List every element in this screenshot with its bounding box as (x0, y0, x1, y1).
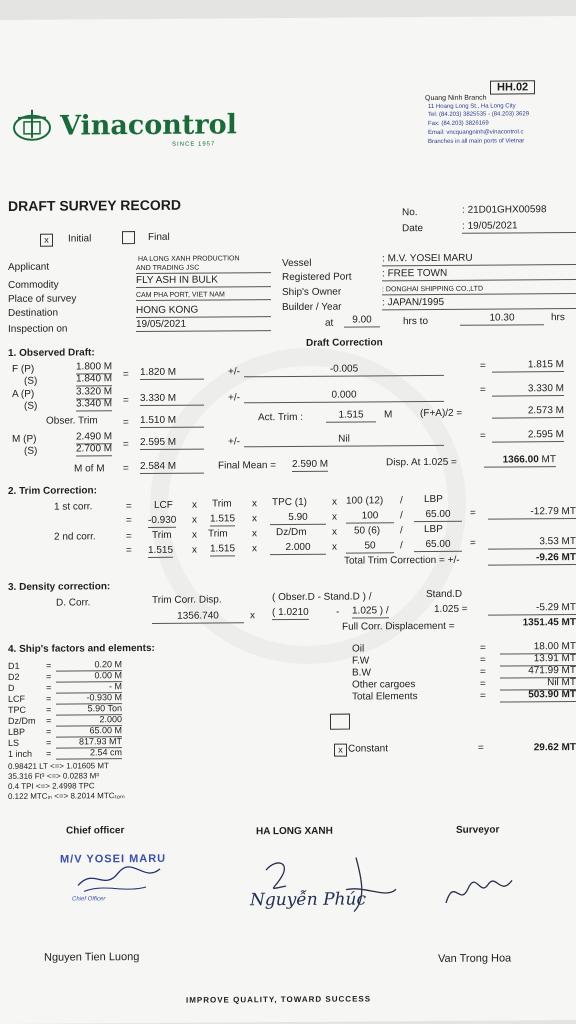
formula-term: Trim (152, 529, 172, 541)
minus-op: - (336, 606, 340, 618)
formula-op: x (192, 529, 197, 541)
no-label: No. (402, 207, 418, 219)
constant-label: Constant (348, 743, 389, 755)
formula-op: x (192, 499, 197, 511)
fa2-value: 2.573 M (492, 405, 564, 419)
trim-disp-value: 1356.740 (152, 610, 244, 624)
builder-value: : JAPAN/1995 (382, 296, 576, 310)
formula-op: x (192, 544, 197, 556)
ap-label: A (P) (12, 388, 35, 400)
formula-op: x (252, 543, 257, 555)
applicant-line-2: AND TRADING JSC (136, 263, 271, 274)
stand-d: 1.025 ) / (352, 605, 389, 617)
formula-term: TPC (1) (272, 496, 307, 509)
fs-value: 1.840 M (76, 373, 113, 385)
ha-long-xanh-label: HA LONG XANH (256, 825, 333, 838)
eq: = (123, 395, 129, 407)
factor-label: LCF (8, 693, 26, 704)
mp-label: M (P) (12, 433, 37, 445)
factor-label: LS (8, 737, 20, 748)
applicant-label: Applicant (8, 261, 50, 273)
factor-eq: = (46, 671, 52, 682)
eq: = (126, 545, 132, 557)
formula-op: / (400, 540, 403, 552)
formula-value: 2.000 (270, 542, 326, 555)
port-value: : FREE TOWN (382, 267, 576, 281)
section-density: 3. Density correction: (8, 581, 111, 593)
factor-eq: = (46, 693, 52, 704)
f-final: 1.815 M (492, 359, 564, 373)
date-label: Date (402, 223, 424, 235)
applicant-line-1: HA LONG XANH PRODUCTION (138, 255, 240, 264)
chief-officer-label: Chief officer (66, 825, 125, 837)
factor-value: 817.93 MT (56, 735, 122, 748)
a-correction: 0.000 (244, 389, 444, 403)
footer-slogan: IMPROVE QUALITY, TOWARD SUCCESS (186, 994, 372, 1005)
element-eq: = (480, 678, 486, 690)
factor-label: 1 inch (8, 748, 33, 759)
eq: = (126, 501, 132, 513)
factor-label: D2 (8, 671, 20, 682)
factor-eq: = (46, 682, 52, 693)
place-label: Place of survey (8, 293, 77, 305)
logo-name: Vinacontrol (60, 109, 237, 142)
m-mean: 2.595 M (140, 437, 204, 450)
element-label: Total Elements (352, 691, 418, 703)
a-final: 3.330 M (492, 383, 564, 397)
conversion-line: 0.122 MTCᵢₙ <=> 8.2014 MTCₜₒₘ (8, 791, 125, 801)
factor-value: - M (56, 680, 122, 693)
factor-value: 2.54 cm (56, 746, 122, 759)
chief-signature-icon (74, 863, 164, 896)
eq: = (470, 507, 476, 519)
factor-label: Dz/Dm (8, 715, 36, 726)
formula-term: Dz/Dm (276, 526, 307, 539)
vinacontrol-logo-icon (8, 106, 56, 142)
branch-fax: Fax: (84.203) 3826169 (428, 120, 489, 128)
factor-value: -0.930 M (56, 691, 122, 704)
survey-document (0, 16, 576, 1024)
element-value: 13.91 MT (500, 653, 576, 667)
factor-eq: = (46, 715, 52, 726)
formula-op: x (332, 496, 337, 508)
port-label: Registered Port (282, 271, 352, 284)
formula-value: -0.930 (148, 514, 177, 526)
total-trim-label: Total Trim Correction = +/- (344, 554, 460, 567)
mofm-label: M of M (74, 463, 105, 475)
at-label: at (325, 317, 334, 329)
obser-stand-label: ( Obser.D - Stand.D ) / (272, 591, 372, 604)
fp-value: 1.800 M (76, 361, 113, 373)
formula-op: / (400, 525, 403, 537)
formula-term: 100 (12) (346, 495, 384, 507)
branch-name: Quang Ninh Branch (425, 94, 487, 103)
f-mean: 1.820 M (140, 367, 204, 380)
disp-label: Disp. At 1.025 = (386, 456, 457, 469)
eq: = (470, 537, 476, 549)
blank-checkbox[interactable] (330, 714, 350, 730)
eq: = (478, 742, 484, 754)
section-trim-correction: 2. Trim Correction: (8, 485, 97, 497)
obs-trim: 1.510 M (140, 415, 204, 428)
ms-label: (S) (24, 445, 38, 457)
hrs-label: hrs (551, 312, 565, 324)
obser-d: ( 1.0210 (272, 606, 309, 619)
formula-term: LBP (424, 493, 443, 506)
conversion-line: 0.4 TPI <=> 2.4998 TPC (8, 781, 95, 791)
date-value: : 19/05/2021 (462, 220, 576, 234)
act-trim-label: Act. Trim : (258, 411, 303, 424)
vessel-value: : M.V. YOSEI MARU (382, 252, 576, 266)
inspection-value: 19/05/2021 (136, 318, 271, 332)
element-eq: = (480, 642, 486, 654)
formula-op: x (252, 528, 257, 540)
owner-label: Ship's Owner (282, 286, 342, 299)
final-mean: 2.590 M (292, 458, 329, 470)
act-trim-unit: M (384, 409, 393, 421)
ap-value: 3.320 M (76, 386, 113, 398)
branch-tel: Tel: (84.203) 3825535 - (84.203) 3629 (428, 111, 530, 119)
builder-label: Builder / Year (282, 301, 342, 314)
density-result: -5.29 MT (488, 602, 576, 616)
initial-checkbox[interactable]: x (40, 234, 53, 247)
act-trim: 1.515 (326, 409, 376, 422)
element-value: 503.90 MT (500, 689, 576, 703)
pm: +/- (228, 366, 240, 378)
total-trim-value: -9.26 MT (488, 552, 576, 566)
branch-note: Branches in all main ports of Vietnar (428, 138, 525, 146)
formula-value: 1.515 (148, 544, 174, 556)
m-final: 2.595 M (492, 429, 564, 443)
factor-eq: = (46, 726, 52, 737)
formula-op: x (332, 511, 337, 523)
disp-value: 1366.00 MT (484, 454, 556, 468)
formula-op: x (192, 514, 197, 526)
factor-label: D1 (8, 660, 20, 671)
eq: = (123, 417, 129, 429)
fa2-label: (F+A)/2 = (420, 407, 463, 420)
factor-label: LBP (8, 726, 26, 737)
a-mean: 3.330 M (140, 393, 204, 406)
formula-op: / (400, 510, 403, 522)
commodity-label: Commodity (8, 279, 59, 291)
formula-value: 100 (346, 510, 394, 523)
branch-address: 11 Hoang Long St., Ha Long City (428, 103, 516, 111)
commodity-value: FLY ASH IN BULK (136, 274, 271, 288)
constant-value: 29.62 MT (533, 741, 576, 754)
stand-label: Stand.D (426, 588, 463, 601)
first-corr-result: -12.79 MT (488, 506, 576, 520)
eq: = (480, 384, 486, 396)
factor-value: 2.000 (56, 713, 122, 726)
eq: = (480, 360, 486, 372)
eq: = (126, 515, 132, 527)
formula-value: 1.515 (210, 543, 236, 555)
destination-label: Destination (8, 307, 59, 319)
constant-checkbox[interactable]: x (334, 744, 347, 757)
formula-term: Trim (212, 498, 232, 510)
doc-ref: HH.02 (490, 80, 535, 94)
element-label: F.W (352, 655, 370, 667)
vessel-stamp (54, 849, 214, 910)
vessel-label: Vessel (282, 257, 312, 270)
destination-value: HONG KONG (136, 304, 271, 318)
element-label: Oil (352, 643, 365, 655)
full-corr-value: 1351.45 MT (522, 616, 576, 629)
final-mean-label: Final Mean = (218, 460, 277, 472)
eq: = (123, 439, 129, 451)
factor-value: 0.00 M (56, 669, 122, 682)
formula-op: x (332, 541, 337, 553)
formula-op: x (332, 526, 337, 538)
formula-op: / (400, 495, 403, 507)
first-corr-label: 1 st corr. (54, 501, 93, 513)
factor-eq: = (46, 704, 52, 715)
section-ships-factors: 4. Ship's factors and elements: (8, 642, 155, 655)
conversion-line: 0.98421 LT <=> 1.01605 MT (8, 761, 109, 771)
initial-label: Initial (68, 233, 92, 245)
eq: = (123, 369, 129, 381)
eq: = (126, 531, 132, 543)
factor-eq: = (46, 748, 52, 759)
element-label: B.W (352, 667, 371, 679)
formula-op: x (252, 498, 257, 510)
formula-value: 50 (346, 540, 394, 553)
surveyor-label: Surveyor (456, 824, 500, 836)
factor-eq: = (46, 737, 52, 748)
second-corr-result: 3.53 MT (488, 536, 576, 550)
m-correction: Nil (244, 433, 444, 447)
place-value: CAM PHA PORT, VIET NAM (136, 290, 271, 301)
final-label: Final (148, 231, 170, 243)
element-value: Nil MT (500, 677, 576, 691)
factor-label: TPC (8, 704, 26, 715)
factor-label: D (8, 682, 15, 693)
mp-value: 2.490 M (76, 431, 113, 443)
pm: +/- (228, 392, 240, 404)
formula-value: 5.90 (270, 512, 326, 525)
stand-d-2: 1.025 = (434, 603, 468, 615)
formula-op: x (250, 610, 255, 622)
element-value: 18.00 MT (500, 641, 576, 655)
section-observed-draft: 1. Observed Draft: (8, 347, 95, 359)
factor-eq: = (46, 660, 52, 671)
element-eq: = (480, 654, 486, 666)
page-title: DRAFT SURVEY RECORD (8, 196, 181, 214)
element-label: Other cargoes (352, 679, 416, 691)
draft-correction-heading: Draft Correction (306, 337, 383, 349)
formula-value: 65.00 (414, 539, 462, 552)
start-time: 9.00 (344, 314, 380, 327)
as-value: 3.340 M (76, 398, 113, 410)
branch-email: Email: vncquangninh@vinacontrol.c (428, 129, 524, 137)
obs-trim-label: Obser. Trim (46, 415, 98, 427)
eq: = (123, 463, 129, 475)
ha-long-xanh-signature-text: Nguyễn Phúc (250, 889, 366, 911)
final-checkbox[interactable] (122, 231, 135, 244)
second-corr-label: 2 nd corr. (54, 531, 96, 543)
as-label: (S) (24, 400, 38, 412)
surveyor-signature-icon (440, 866, 520, 917)
factor-value: 65.00 M (56, 724, 122, 737)
factor-value: 0.20 M (56, 658, 122, 671)
dcorr-label: D. Corr. (56, 597, 91, 609)
fs-label: (S) (24, 375, 38, 387)
mofm-value: 2.584 M (140, 461, 204, 474)
formula-term: Trim (208, 528, 228, 540)
formula-value: 1.515 (210, 513, 236, 525)
hrs-to-label: hrs to (403, 316, 429, 328)
owner-value: : DONGHAI SHIPPING CO.,LTD (382, 284, 576, 295)
stamp-subtitle: Chief Officer (72, 896, 106, 903)
pm: +/- (228, 436, 240, 448)
end-time: 10.30 (460, 312, 544, 326)
element-eq: = (480, 666, 486, 678)
fp-label: F (P) (12, 363, 35, 375)
stamp-text: M/V YOSEI MARU (60, 852, 167, 866)
full-corr-label: Full Corr. Displacement = (342, 620, 455, 633)
factor-value: 5.90 Ton (56, 702, 122, 715)
no-value: : 21D01GHX00598 (462, 204, 547, 216)
f-correction: -0.005 (244, 363, 444, 377)
surveyor-name: Van Trong Hoa (438, 952, 512, 965)
formula-term: LBP (424, 523, 443, 536)
logo-since: SINCE 1957 (172, 141, 216, 148)
inspection-label: Inspection on (8, 323, 68, 335)
formula-term: 50 (6) (354, 525, 381, 537)
formula-op: x (252, 513, 257, 525)
chief-officer-name: Nguyen Tien Luong (44, 951, 140, 964)
formula-value: 65.00 (414, 509, 462, 522)
ms-value: 2.700 M (76, 443, 113, 455)
element-value: 471.99 MT (500, 665, 576, 679)
trim-disp-label: Trim Corr. Disp. (152, 594, 222, 606)
conversion-line: 35.316 Ft³ <=> 0.0283 M³ (8, 771, 99, 781)
formula-term: LCF (154, 499, 173, 511)
element-eq: = (480, 690, 486, 702)
eq: = (480, 430, 486, 442)
